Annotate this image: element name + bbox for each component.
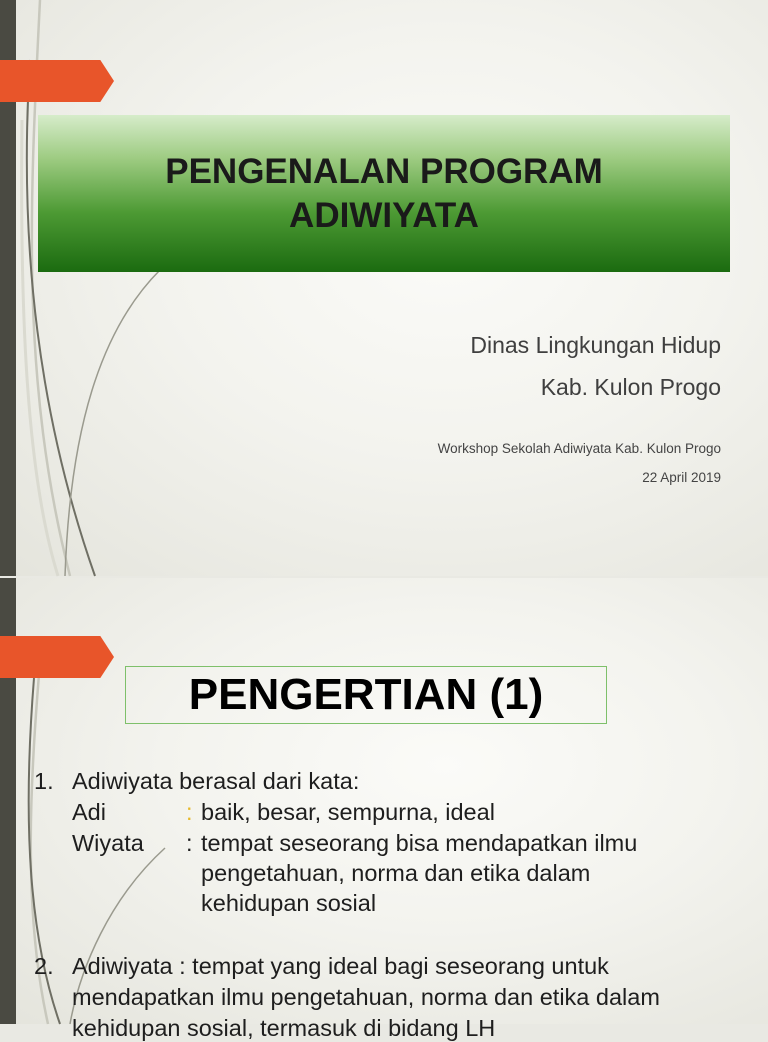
title-banner: [38, 115, 730, 272]
item1-intro: Adiwiyata berasal dari kata:: [72, 768, 360, 794]
event-date: 22 April 2019: [642, 470, 721, 485]
term-wiyata-definition-line-1: tempat seseorang bisa mendapatkan ilmu: [201, 830, 638, 856]
item2-line-2: mendapatkan ilmu pengetahuan, norma dan etika dalam: [72, 984, 660, 1010]
event-name: Workshop Sekolah Adiwiyata Kab. Kulon Progo: [437, 441, 721, 456]
item2-line-1: Adiwiyata : tempat yang ideal bagi seseorang untuk: [72, 953, 609, 979]
term-adi-colon: :: [186, 799, 193, 825]
heading-box: [125, 666, 607, 724]
item2-line-3: kehidupan sosial, termasuk di bidang LH: [72, 1015, 496, 1041]
org-name: Dinas Lingkungan Hidup: [470, 332, 721, 358]
term-adi: Adi: [72, 799, 106, 825]
term-wiyata: Wiyata: [72, 830, 144, 856]
slide-heading: PENGERTIAN (1): [188, 670, 544, 719]
term-wiyata-definition-line-3: kehidupan sosial: [201, 890, 377, 916]
list-number-1: 1.: [34, 768, 54, 794]
list-number-2: 2.: [34, 953, 54, 979]
title-line-1: PENGENALAN PROGRAM: [165, 151, 603, 191]
term-wiyata-colon: :: [186, 830, 193, 856]
orange-arrow-marker: [0, 60, 114, 102]
title-line-2: ADIWIYATA: [289, 195, 479, 235]
term-wiyata-definition-line-2: pengetahuan, norma dan etika dalam: [201, 860, 591, 886]
orange-arrow-marker: [0, 636, 114, 678]
term-adi-definition: baik, besar, sempurna, ideal: [201, 799, 495, 825]
slide-2: [0, 578, 768, 1041]
org-region: Kab. Kulon Progo: [540, 374, 721, 400]
slide-title: [165, 150, 603, 238]
